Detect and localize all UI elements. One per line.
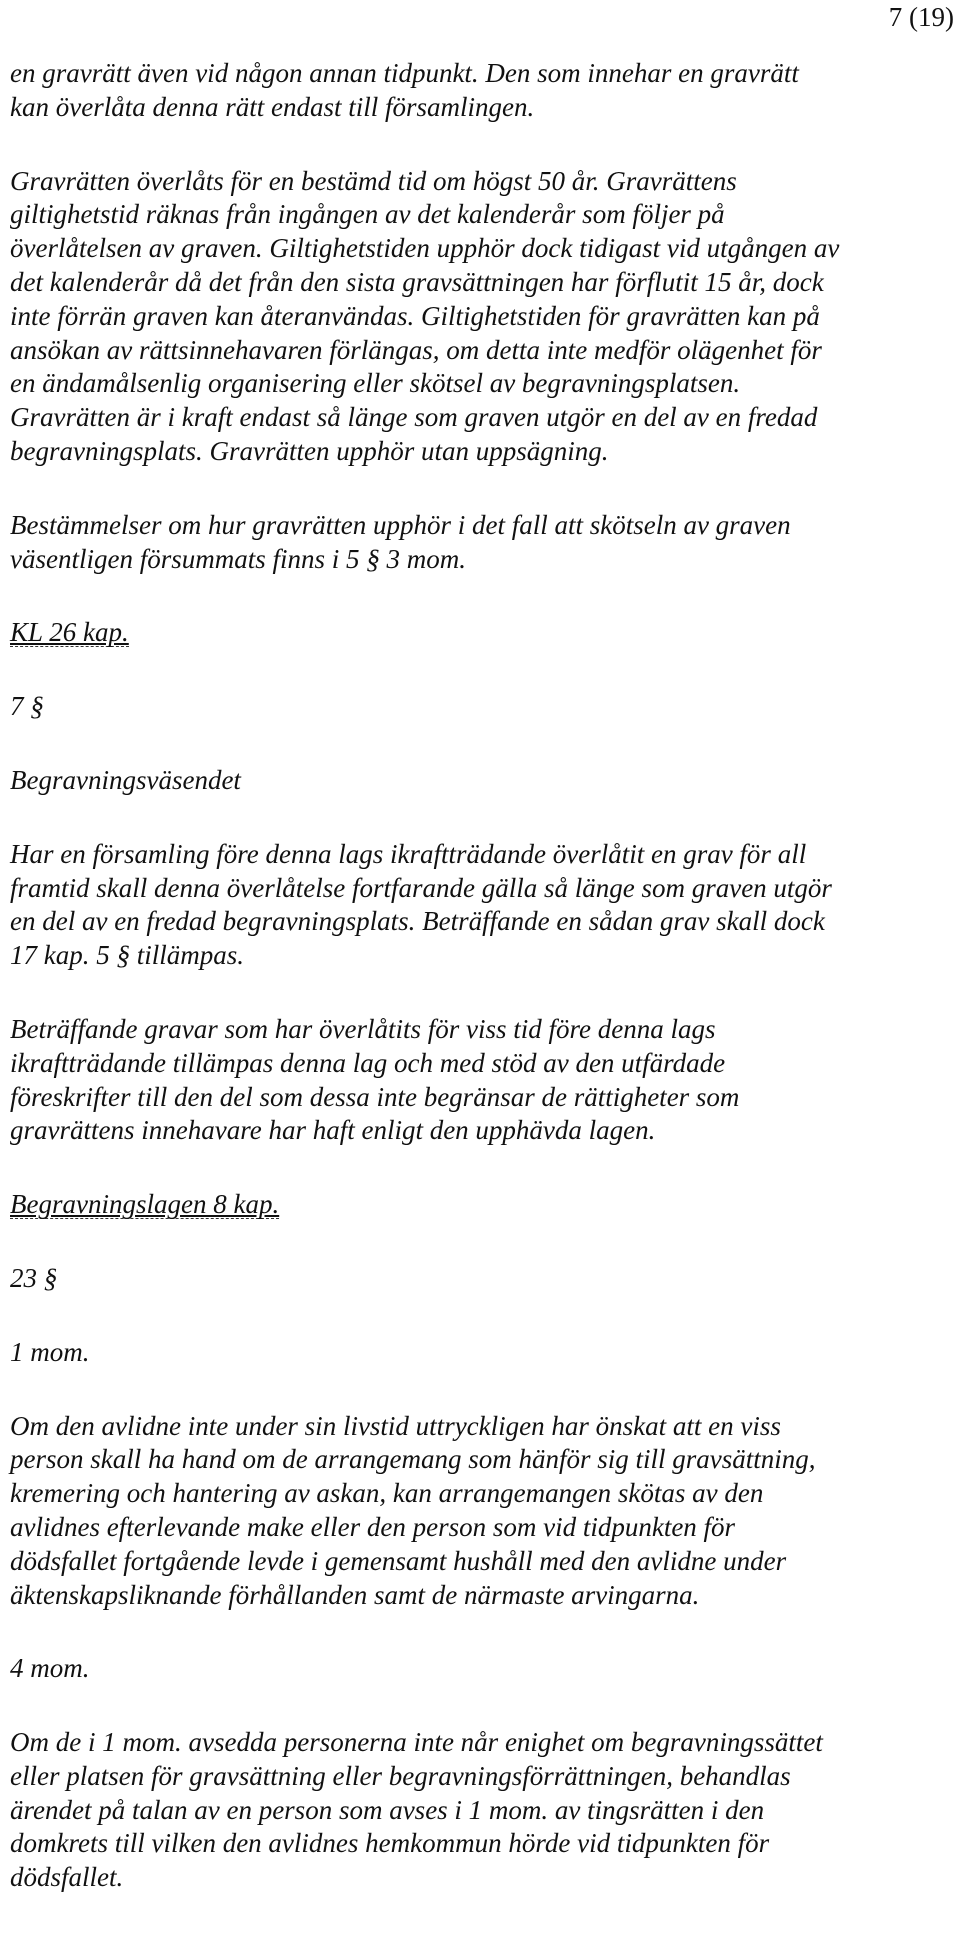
text-line: Bestämmelser om hur gravrätten upphör i det fall att skötseln av graven	[10, 509, 791, 540]
text-line: en gravrätt även vid någon annan tidpunkt. Den som innehar en gravrätt	[10, 58, 799, 88]
text-line: framtid skall denna överlåtelse fortfarande gälla så länge som graven utgör	[10, 872, 832, 903]
text-line: föreskrifter till den del som dessa inte begränsar de rättigheter som	[10, 1081, 740, 1112]
paragraph	[10, 1262, 960, 1296]
page-number: 7 (19)	[888, 2, 954, 32]
paragraph	[10, 509, 960, 577]
text-line: person skall ha hand om de arrangemang som hänför sig till gravsättning,	[10, 1444, 816, 1475]
document-body	[10, 57, 960, 1935]
text-line: domkrets till vilken den avlidnes hemkommun hörde vid tidpunkten för	[10, 1828, 770, 1859]
text-line: Beträffande gravar som har överlåtits för viss tid före denna lags	[10, 1013, 716, 1044]
paragraph	[10, 1652, 960, 1686]
text-line: en ändamålsenlig organisering eller skötsel av begravningsplatsen.	[10, 368, 741, 399]
text-line: ansökan av rättsinnehavaren förlängas, om detta inte medför olägenhet för	[10, 334, 822, 365]
text-line: äktenskapsliknande förhållanden samt de närmaste arvingarna.	[10, 1579, 700, 1610]
paragraph	[10, 764, 960, 798]
paragraph	[10, 57, 960, 125]
text-line: giltighetstid räknas från ingången av det kalenderår som följer på	[10, 199, 725, 230]
law-reference	[10, 616, 960, 650]
text-line: 17 kap. 5 § tillämpas.	[10, 940, 244, 971]
law-reference-link[interactable]: KL 26 kap.	[10, 617, 129, 648]
text-line: en del av en fredad begravningsplats. Beträffande en sådan grav skall dock	[10, 906, 825, 937]
text-line: Om de i 1 mom. avsedda personerna inte når enighet om begravningssättet	[10, 1727, 823, 1758]
text-line: 1 mom.	[10, 1336, 90, 1367]
text-line: 23 §	[10, 1262, 58, 1293]
text-line: Gravrätten överlåts för en bestämd tid om högst 50 år. Gravrättens	[10, 165, 737, 196]
text-line: inte förrän graven kan återanvändas. Giltighetstiden för gravrätten kan på	[10, 300, 820, 331]
text-line: Begravningsväsendet	[10, 764, 241, 795]
paragraph	[10, 838, 960, 973]
text-line: dödsfallet.	[10, 1862, 124, 1893]
text-line: avlidnes efterlevande make eller den person som vid tidpunkten för	[10, 1511, 736, 1542]
paragraph	[10, 165, 960, 469]
text-line: gravrättens innehavare har haft enligt den upphävda lagen.	[10, 1115, 656, 1146]
paragraph	[10, 690, 960, 724]
law-reference	[10, 1188, 960, 1222]
text-line: Har en församling före denna lags ikraftträdande överlåtit en grav för all	[10, 838, 807, 869]
paragraph	[10, 1013, 960, 1148]
text-line: 7 §	[10, 691, 44, 722]
paragraph	[10, 1410, 960, 1613]
paragraph	[10, 1726, 960, 1895]
text-line: 4 mom.	[10, 1653, 90, 1684]
text-line: det kalenderår då det från den sista gravsättningen har förflutit 15 år, dock	[10, 266, 824, 297]
text-line: dödsfallet fortgående levde i gemensamt hushåll med den avlidne under	[10, 1545, 787, 1576]
text-line: begravningsplats. Gravrätten upphör utan uppsägning.	[10, 435, 609, 466]
law-reference-link[interactable]: Begravningslagen 8 kap.	[10, 1189, 280, 1220]
text-line: väsentligen försummats finns i 5 § 3 mom.	[10, 543, 466, 574]
text-line: eller platsen för gravsättning eller begravningsförrättningen, behandlas	[10, 1760, 791, 1791]
paragraph	[10, 1336, 960, 1370]
text-line: Gravrätten är i kraft endast så länge som graven utgör en del av en fredad	[10, 402, 818, 433]
text-line: ikraftträdande tillämpas denna lag och med stöd av den utfärdade	[10, 1047, 726, 1078]
text-line: kan överlåta denna rätt endast till församlingen.	[10, 91, 535, 122]
text-line: kremering och hantering av askan, kan arrangemangen skötas av den	[10, 1478, 764, 1509]
text-line: överlåtelsen av graven. Giltighetstiden upphör dock tidigast vid utgången av	[10, 233, 840, 264]
text-line: ärendet på talan av en person som avses i 1 mom. av tingsrätten i den	[10, 1794, 765, 1825]
text-line: Om den avlidne inte under sin livstid uttryckligen har önskat att en viss	[10, 1410, 781, 1441]
